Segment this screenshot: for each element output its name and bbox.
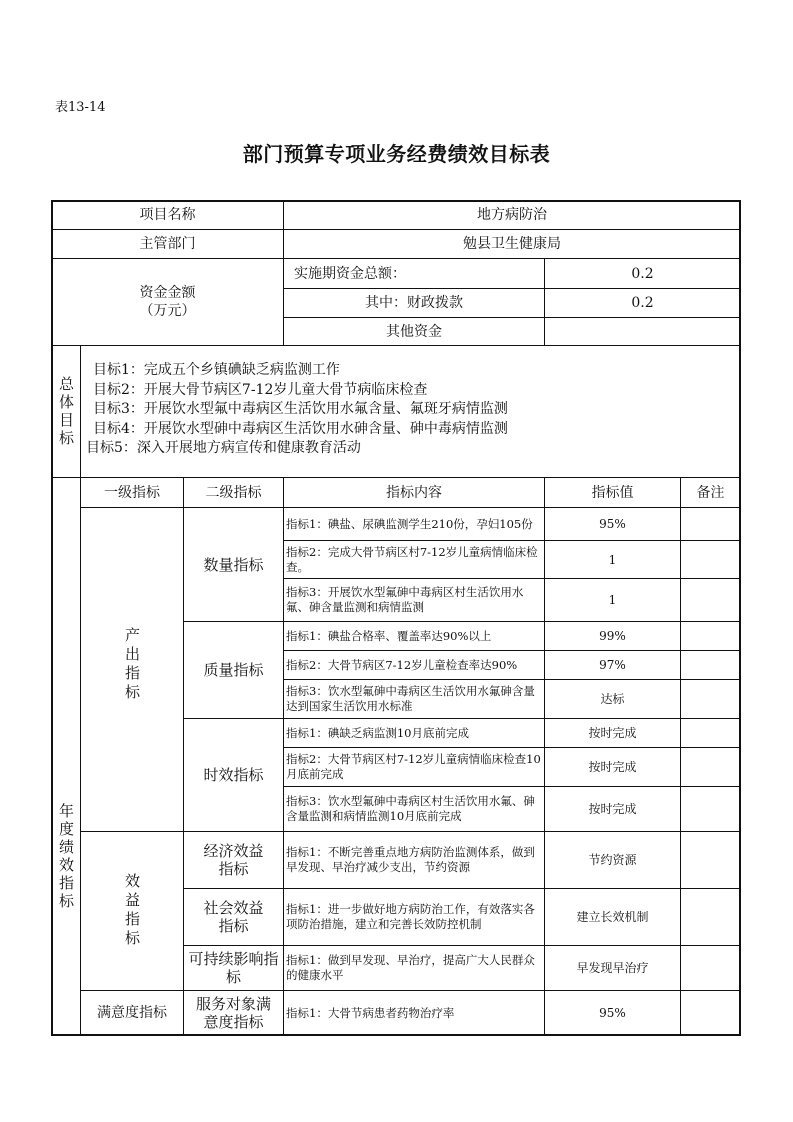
- indicator-value: 建立长效机制: [544, 888, 681, 946]
- indicator-note: [680, 679, 741, 719]
- indicator-value: 95%: [544, 990, 681, 1036]
- indicator-value: 1: [544, 540, 681, 579]
- level1-benefit-text: 效益指标: [123, 873, 141, 949]
- indicator-value: 99%: [544, 621, 681, 651]
- indicator-content: 指标1：碘盐、尿碘监测学生210份，孕妇105份: [283, 507, 545, 541]
- funds-total-label: 实施期资金总额：: [283, 258, 545, 289]
- indicator-value: 97%: [544, 650, 681, 680]
- table-number: 表13-14: [55, 100, 106, 115]
- overall-goals-label: [51, 345, 81, 478]
- indicator-content: 指标1：进一步做好地方病防治工作，有效落实各项防治措施，建立和完善长效防控机制: [283, 888, 545, 946]
- indicator-content: 指标2：大骨节病区村7-12岁儿童病情临床检查10月底前完成: [283, 747, 545, 787]
- goal-item: 目标5：深入开展地方病宣传和健康教育活动: [86, 440, 361, 456]
- goal-item: 目标2：开展大骨节病区7-12岁儿童大骨节病临床检查: [93, 381, 428, 398]
- level2-sustainable: 可持续影响指标: [183, 945, 284, 991]
- indicator-note: [680, 540, 741, 579]
- indicator-content: 指标1：碘盐合格率、覆盖率达90%以上: [283, 621, 545, 651]
- indicator-note: [680, 507, 741, 541]
- indicator-note: [680, 718, 741, 748]
- dept-value: 勉县卫生健康局: [283, 229, 741, 259]
- indicator-content: 指标1：碘缺乏病监测10月底前完成: [283, 718, 545, 748]
- goal-item: 目标1：完成五个乡镇碘缺乏病监测工作: [93, 362, 340, 378]
- indicator-note: [680, 786, 741, 832]
- header-level1: 一级指标: [80, 477, 184, 508]
- indicator-value: 95%: [544, 507, 681, 541]
- level2-social: 社会效益指标: [183, 888, 284, 946]
- funds-fiscal-value: 0.2: [544, 288, 741, 318]
- funds-total-value: 0.2: [544, 258, 741, 289]
- header-note: 备注: [680, 477, 741, 508]
- indicator-content: 指标1：做到早发现、早治疗，提高广大人民群众的健康水平: [283, 945, 545, 991]
- indicator-content: 指标1：大骨节病患者药物治疗率: [283, 990, 545, 1036]
- dept-label: 主管部门: [51, 229, 284, 259]
- funds-fiscal-label: 其中：财政拨款: [283, 288, 545, 318]
- level1-benefit: [80, 831, 184, 991]
- annual-indicators-label: [51, 477, 81, 1036]
- indicator-content: 指标3：饮水型氟砷中毒病区生活饮用水氟砷含量达到国家生活饮用水标准: [283, 679, 545, 719]
- indicator-content: 指标2：大骨节病区7-12岁儿童检查率达90%: [283, 650, 545, 680]
- overall-goals-label-text: 总体目标: [57, 375, 75, 448]
- indicator-content: 指标3：开展饮水型氟砷中毒病区村生活饮用水氟、砷含量监测和病情监测: [283, 578, 545, 622]
- indicator-note: [680, 990, 741, 1036]
- indicator-note: [680, 747, 741, 787]
- level1-output: [80, 507, 184, 832]
- indicator-value: 节约资源: [544, 831, 681, 889]
- goal-item: 目标3：开展饮水型氟中毒病区生活饮用水氟含量、氟斑牙病情监测: [93, 401, 508, 417]
- indicator-note: [680, 831, 741, 889]
- funds-other-value: [544, 317, 741, 346]
- indicator-value: 按时完成: [544, 718, 681, 748]
- header-value: 指标值: [544, 477, 681, 508]
- goal-item: 目标4：开展饮水型砷中毒病区生活饮用水砷含量、砷中毒病情监测: [93, 420, 508, 437]
- indicator-note: [680, 578, 741, 622]
- level2-quality: 质量指标: [183, 621, 284, 719]
- project-name-value: 地方病防治: [283, 200, 741, 230]
- level2-timeliness: 时效指标: [183, 718, 284, 832]
- level2-quantity: 数量指标: [183, 507, 284, 622]
- level1-output-text: 产出指标: [123, 626, 141, 703]
- funds-other-label: 其他资金: [283, 317, 545, 346]
- page-title: 部门预算专项业务经费绩效目标表: [242, 142, 551, 166]
- indicator-value: 达标: [544, 679, 681, 719]
- funds-label: [51, 258, 284, 346]
- overall-goals-list: [80, 345, 741, 478]
- indicator-note: [680, 621, 741, 651]
- indicator-content: 指标3：饮水型氟砷中毒病区村生活饮用水氟、砷含量监测和病情监测10月底前完成: [283, 786, 545, 832]
- indicator-value: 早发现早治疗: [544, 945, 681, 991]
- funds-label-line1: 资金金额: [139, 285, 196, 301]
- indicator-note: [680, 650, 741, 680]
- level2-service: 服务对象满意度指标: [183, 990, 284, 1036]
- indicator-value: 按时完成: [544, 786, 681, 832]
- header-content: 指标内容: [283, 477, 545, 508]
- header-level2: 二级指标: [183, 477, 284, 508]
- level1-satisfaction: 满意度指标: [80, 990, 184, 1036]
- project-name-label: 项目名称: [51, 200, 284, 230]
- indicator-note: [680, 945, 741, 991]
- indicator-content: 指标2：完成大骨节病区村7-12岁儿童病情临床检查。: [283, 540, 545, 579]
- indicator-note: [680, 888, 741, 946]
- indicator-value: 1: [544, 578, 681, 622]
- annual-indicators-label-text: 年度绩效指标: [57, 802, 75, 911]
- indicator-content: 指标1：不断完善重点地方病防治监测体系，做到早发现、早治疗减少支出，节约资源: [283, 831, 545, 889]
- indicator-value: 按时完成: [544, 747, 681, 787]
- level2-economic: 经济效益指标: [183, 831, 284, 889]
- funds-label-line2: （万元）: [139, 303, 196, 319]
